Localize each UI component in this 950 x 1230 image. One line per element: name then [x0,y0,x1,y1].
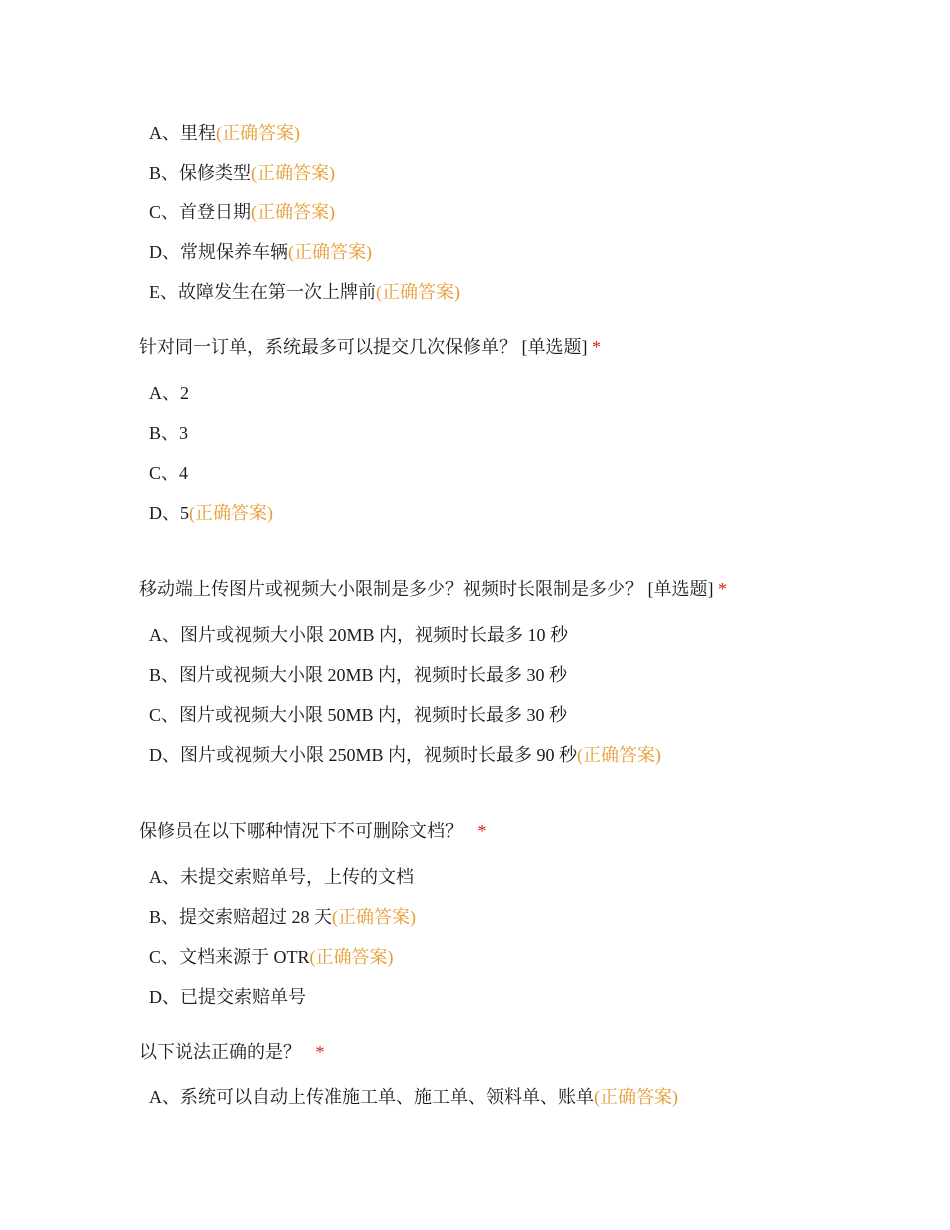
option-text: A、2 [149,383,189,403]
option-4B[interactable] [149,905,416,929]
option-3D[interactable] [149,743,661,767]
option-text: D、5 [149,503,189,523]
option-text: E、故障发生在第一次上牌前 [149,282,376,302]
question-text: 针对同一订单，系统最多可以提交几次保修单？ [单选题] [139,337,588,357]
option-text: A、未提交索赔单号，上传的文档 [149,867,414,887]
option-text: D、已提交索赔单号 [149,987,306,1007]
correct-answer-tag: (正确答案) [251,202,336,222]
required-marker: * [315,1042,325,1062]
option-1C[interactable] [149,200,335,224]
correct-answer-tag: (正确答案) [216,123,300,143]
option-text: A、里程 [149,123,216,143]
correct-answer-tag: (正确答案) [251,163,336,183]
option-4D[interactable] [149,985,306,1009]
correct-answer-tag: (正确答案) [288,242,372,262]
option-3B[interactable] [149,663,567,687]
correct-answer-tag: (正确答案) [577,745,662,765]
question-2-title [139,335,601,359]
option-text: A、图片或视频大小限 20MB 内，视频时长最多 10 秒 [149,625,569,645]
question-text: 保修员在以下哪种情况下不可删除文档？ [139,821,463,841]
option-text: B、保修类型 [149,163,252,183]
option-text: C、首登日期 [149,202,252,222]
option-4C[interactable] [149,945,394,969]
option-text: D、图片或视频大小限 250MB 内，视频时长最多 90 秒 [149,745,578,765]
option-text: B、3 [149,423,189,443]
option-4A[interactable] [149,865,414,889]
option-1D[interactable] [149,240,372,264]
option-3A[interactable] [149,623,568,647]
option-text: B、图片或视频大小限 20MB 内，视频时长最多 30 秒 [149,665,568,685]
option-3C[interactable] [149,703,567,727]
option-1E[interactable] [149,280,460,304]
option-text: C、4 [149,463,189,483]
option-5A[interactable] [149,1085,678,1109]
option-text: C、图片或视频大小限 50MB 内，视频时长最多 30 秒 [149,705,568,725]
question-4-title [139,819,487,843]
option-text: D、常规保养车辆 [149,242,288,262]
question-text: 以下说法正确的是？ [139,1042,301,1062]
question-3-title [139,577,727,601]
correct-answer-tag: (正确答案) [594,1087,678,1107]
question-text: 移动端上传图片或视频大小限制是多少？视频时长限制是多少？ [单选题] [139,579,714,599]
option-1B[interactable] [149,161,335,185]
correct-answer-tag: (正确答案) [189,503,273,523]
option-2B[interactable] [149,421,188,445]
required-marker: * [477,821,487,841]
required-marker: * [718,579,727,599]
option-2D[interactable] [149,501,273,525]
option-1A[interactable] [149,121,300,145]
option-2C[interactable] [149,461,188,485]
required-marker: * [592,337,601,357]
correct-answer-tag: (正确答案) [332,907,417,927]
option-text: B、提交索赔超过 28 天 [149,907,333,927]
option-text: A、系统可以自动上传准施工单、施工单、领料单、账单 [149,1087,594,1107]
correct-answer-tag: (正确答案) [376,282,460,302]
correct-answer-tag: (正确答案) [309,947,394,967]
option-2A[interactable] [149,381,189,405]
option-text: C、文档来源于 OTR [149,947,310,967]
question-5-title [139,1040,325,1064]
